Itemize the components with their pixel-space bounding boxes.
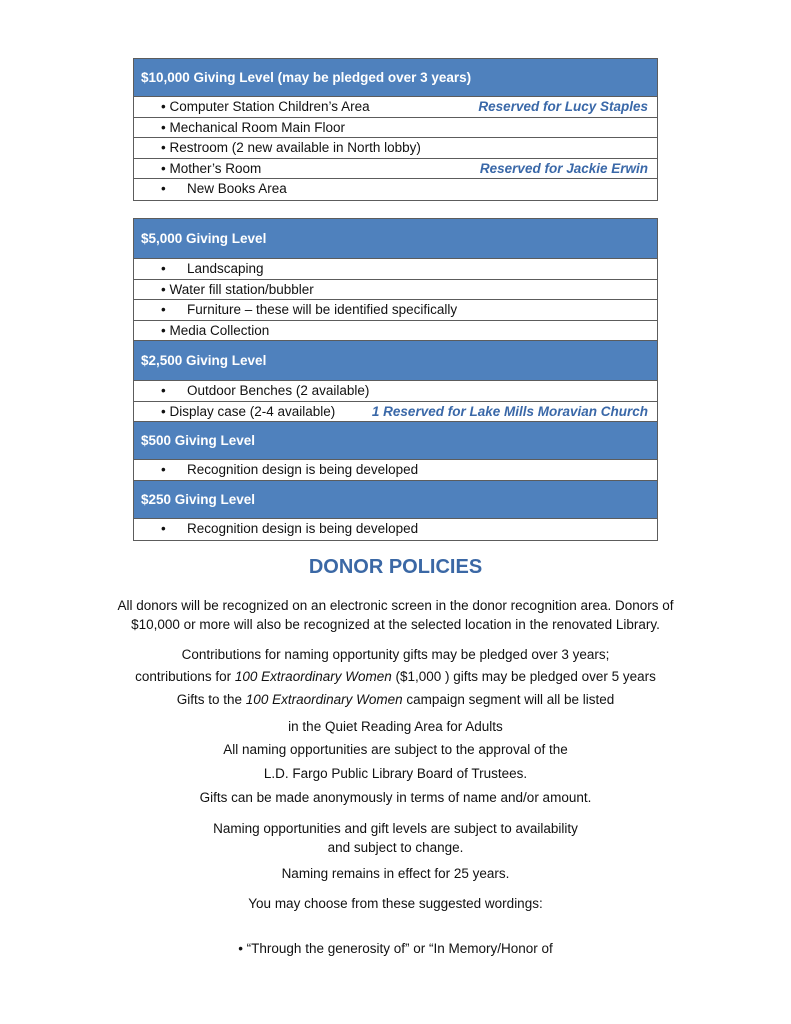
policy-line: Naming opportunities and gift levels are subject to availability	[213, 821, 578, 836]
table-row	[134, 97, 657, 118]
table-row	[134, 280, 657, 301]
policy-availability	[0, 819, 791, 857]
header-10000: $10,000 Giving Level (may be pledged over 3 years)	[134, 59, 657, 97]
row-text: Landscaping	[187, 261, 264, 276]
header-5000: $5,000 Giving Level	[134, 219, 657, 259]
giving-table-lower	[133, 218, 658, 541]
row-text: • Display case (2-4 available)	[161, 403, 336, 419]
policy-pledges	[0, 644, 791, 688]
policy-line: Contributions for naming opportunity gifts may be pledged over 3 years;	[181, 647, 610, 662]
table-row	[134, 300, 657, 321]
policy-anonymous: Gifts can be made anonymously in terms of name and/or amount.	[199, 790, 592, 805]
header-250: $250 Giving Level	[134, 481, 657, 519]
row-text: Recognition design is being developed	[187, 520, 419, 536]
row-text: Recognition design is being developed	[187, 462, 419, 477]
row-text: • Mechanical Room Main Floor	[161, 119, 346, 135]
row-text: • Computer Station Children’s Area	[161, 99, 370, 114]
policy-duration: Naming remains in effect for 25 years.	[281, 866, 510, 881]
table-row	[134, 118, 657, 139]
table-row	[134, 402, 657, 423]
policy-recognition	[0, 596, 791, 634]
row-text: Outdoor Benches (2 available)	[187, 383, 370, 398]
table-row	[134, 519, 657, 540]
bullet-icon: •	[161, 302, 166, 317]
policy-wording-option: • “Through the generosity of” or “In Memory/Honor of	[238, 941, 553, 956]
header-2500: $2,500 Giving Level	[134, 341, 657, 381]
policy-board: L.D. Fargo Public Library Board of Trustees.	[263, 766, 528, 781]
bullet-icon: •	[161, 181, 166, 196]
table-row	[134, 460, 657, 481]
bullet-icon: •	[161, 520, 166, 536]
policy-line: All donors will be recognized on an electronic screen in the donor recognition area. Donors of	[117, 598, 674, 613]
row-text: • Water fill station/bubbler	[161, 281, 314, 297]
policy-wordings-intro: You may choose from these suggested wordings:	[248, 896, 543, 911]
policy-quiet-reading: in the Quiet Reading Area for Adults	[288, 719, 503, 734]
giving-table-10000	[133, 58, 658, 201]
row-text: • Restroom (2 new available in North lobby)	[161, 140, 421, 155]
policy-approval: All naming opportunities are subject to the approval of the	[223, 742, 568, 757]
bullet-icon: •	[161, 261, 166, 276]
policy-line: and subject to change.	[327, 840, 464, 855]
table-row	[134, 321, 657, 342]
policy-listing: Gifts to the 100 Extraordinary Women campaign segment will all be listed	[176, 692, 615, 707]
reserved-note: 1 Reserved for Lake Mills Moravian Church	[371, 403, 648, 419]
row-text: New Books Area	[187, 181, 287, 196]
reserved-note: Reserved for Lucy Staples	[478, 99, 648, 114]
table-row	[134, 381, 657, 402]
row-text: • Mother’s Room	[161, 160, 262, 176]
donor-policies-title: DONOR POLICIES	[308, 556, 483, 578]
row-text: Furniture – these will be identified specifically	[187, 302, 458, 317]
bullet-icon: •	[161, 383, 166, 398]
table-row	[134, 138, 657, 159]
table-row	[134, 179, 657, 200]
table-row	[134, 159, 657, 180]
policy-line: contributions for 100 Extraordinary Women ($1,000 ) gifts may be pledged over 5 years	[135, 669, 656, 684]
header-500: $500 Giving Level	[134, 422, 657, 460]
reserved-note: Reserved for Jackie Erwin	[479, 160, 648, 176]
table-row	[134, 259, 657, 280]
policy-line: $10,000 or more will also be recognized at the selected location in the renovated Library.	[131, 617, 660, 632]
row-text: • Media Collection	[161, 322, 270, 338]
bullet-icon: •	[161, 462, 166, 477]
